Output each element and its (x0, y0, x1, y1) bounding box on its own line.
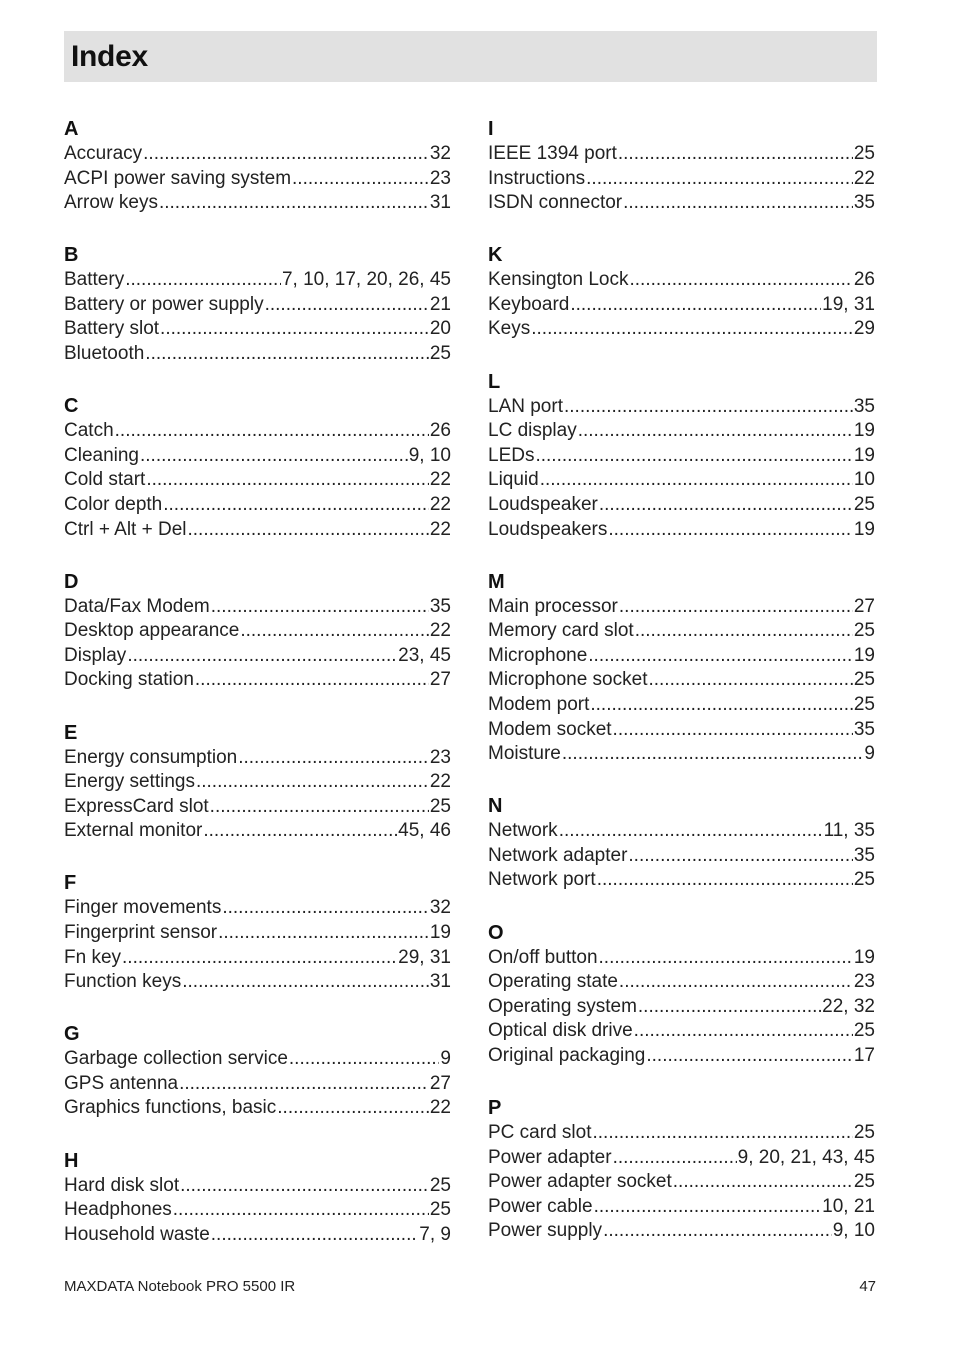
dot-leader (613, 718, 853, 743)
index-entry (488, 1146, 875, 1171)
entry-term: Household waste (64, 1223, 210, 1245)
entry-term: LEDs (488, 444, 535, 466)
entry-term: Cleaning (64, 444, 139, 466)
entry-term: Instructions (488, 167, 586, 189)
dot-leader (122, 946, 397, 971)
entry-term: Network (488, 820, 558, 842)
dot-leader (210, 795, 429, 820)
entry-term: Liquid (488, 469, 539, 491)
entry-pages: 22 (429, 771, 451, 793)
entry-pages: 7, 9 (419, 1223, 451, 1245)
index-entry (488, 644, 875, 669)
index-entry (64, 644, 451, 669)
entry-term: Kensington Lock (488, 269, 629, 291)
dot-leader (540, 468, 853, 493)
index-entry (488, 1121, 875, 1146)
entry-pages: 35 (853, 718, 875, 740)
index-section (64, 393, 451, 542)
index-entry (488, 1019, 875, 1044)
index-entry (488, 693, 875, 718)
title-bar (64, 31, 877, 82)
dot-leader (564, 395, 853, 420)
dot-leader (586, 167, 853, 192)
dot-leader (289, 1047, 440, 1072)
dot-leader (140, 444, 408, 469)
index-section (488, 569, 875, 767)
dot-leader (599, 946, 853, 971)
dot-leader (265, 293, 429, 318)
index-section (488, 369, 875, 543)
entry-pages: 35 (853, 192, 875, 214)
entry-term: Operating system (488, 995, 637, 1017)
entry-pages: 19, 31 (822, 293, 875, 315)
entry-pages: 32 (429, 143, 451, 164)
section-letter: A (64, 118, 79, 140)
dot-leader (628, 844, 852, 869)
section-letter: I (488, 118, 494, 140)
entry-pages: 25 (853, 869, 875, 891)
entry-pages: 25 (853, 620, 875, 642)
dot-leader (588, 644, 853, 669)
entry-term: LC display (488, 420, 577, 442)
index-section (488, 116, 875, 216)
index-entry (64, 619, 451, 644)
entry-term: Cold start (64, 469, 146, 491)
dot-leader (180, 1174, 429, 1199)
entry-pages: 23 (429, 167, 451, 189)
dot-leader (638, 995, 821, 1020)
entry-term: Hard disk slot (64, 1174, 180, 1196)
dot-leader (562, 742, 864, 767)
entry-pages: 31 (429, 192, 451, 214)
dot-leader (218, 921, 429, 946)
index-entry (488, 493, 875, 518)
dot-leader (646, 1044, 852, 1069)
entry-pages: 25 (853, 143, 875, 164)
entry-term: Microphone (488, 644, 588, 666)
section-letter: O (488, 921, 504, 944)
index-section (64, 116, 451, 216)
index-entry (64, 946, 451, 971)
section-letter: K (488, 244, 503, 267)
index-entry (488, 1195, 875, 1220)
dot-leader (159, 191, 429, 216)
entry-pages: 20 (429, 318, 451, 340)
entry-pages: 9 (864, 743, 875, 765)
entry-pages: 22 (853, 167, 875, 189)
index-entry (488, 268, 875, 293)
dot-leader (188, 518, 429, 543)
index-entry (488, 819, 875, 844)
dot-leader (203, 819, 397, 844)
entry-term: Optical disk drive (488, 1020, 633, 1042)
dot-leader (127, 644, 397, 669)
index-column-right (488, 116, 875, 1271)
entry-pages: 29, 31 (398, 946, 451, 968)
page-title: Index (71, 39, 148, 73)
section-letter: E (64, 721, 78, 744)
index-section (64, 1148, 451, 1248)
index-entry (64, 746, 451, 771)
dot-leader (125, 268, 281, 293)
index-entry (64, 1096, 451, 1121)
index-section (488, 242, 875, 342)
index-entry (64, 1223, 451, 1248)
entry-term: Loudspeaker (488, 493, 598, 515)
entry-pages: 22 (429, 1097, 451, 1119)
index-section (488, 793, 875, 893)
entry-pages: 25 (853, 1122, 875, 1144)
entry-pages: 29 (853, 318, 875, 340)
dot-leader (292, 167, 429, 192)
entry-pages: 25 (429, 795, 451, 817)
dot-leader (618, 142, 853, 167)
entry-pages: 21 (429, 293, 451, 315)
entry-pages: 25 (429, 343, 451, 365)
index-section (64, 569, 451, 693)
entry-term: GPS antenna (64, 1072, 179, 1094)
index-entry (64, 191, 451, 216)
entry-term: PC card slot (488, 1122, 592, 1144)
entry-pages: 31 (429, 971, 451, 993)
dot-leader (608, 518, 852, 543)
footer-page-number: 47 (859, 1278, 876, 1295)
entry-term: Color depth (64, 493, 163, 515)
entry-term: External monitor (64, 820, 203, 842)
index-entry (64, 342, 451, 367)
dot-leader (619, 970, 853, 995)
entry-term: Function keys (64, 971, 182, 993)
entry-pages: 25 (853, 1020, 875, 1042)
index-entry (64, 1174, 451, 1199)
index-section (488, 1095, 875, 1244)
entry-pages: 35 (853, 395, 875, 417)
index-section (488, 920, 875, 1069)
section-letter: N (488, 795, 503, 818)
index-entry (64, 896, 451, 921)
index-entry (488, 468, 875, 493)
entry-term: Ctrl + Alt + Del (64, 518, 187, 540)
entry-pages: 23, 45 (398, 644, 451, 666)
entry-pages: 9, 10 (832, 1220, 875, 1242)
index-entry (64, 668, 451, 693)
footer-product-name: MAXDATA Notebook PRO 5500 IR (64, 1278, 296, 1295)
dot-leader (535, 444, 852, 469)
dot-leader (623, 191, 853, 216)
entry-pages: 22 (429, 620, 451, 642)
entry-pages: 22 (429, 518, 451, 540)
index-entry (488, 518, 875, 543)
section-letter: F (64, 872, 77, 895)
index-entry (488, 668, 875, 693)
entry-pages: 19 (853, 946, 875, 968)
entry-term: Accuracy (64, 143, 143, 164)
entry-pages: 25 (853, 1171, 875, 1193)
section-letter: L (488, 370, 501, 393)
index-entry (64, 819, 451, 844)
entry-term: LAN port (488, 395, 563, 417)
entry-term: Bluetooth (64, 343, 145, 365)
index-entry (64, 970, 451, 995)
dot-leader (211, 595, 429, 620)
dot-leader (619, 595, 853, 620)
dot-leader (570, 293, 821, 318)
dot-leader (173, 1198, 429, 1223)
entry-term: Graphics functions, basic (64, 1097, 277, 1119)
index-entry (488, 595, 875, 620)
dot-leader (277, 1096, 429, 1121)
entry-pages: 35 (429, 595, 451, 617)
index-section (64, 1021, 451, 1121)
entry-term: Microphone socket (488, 669, 648, 691)
dot-leader (590, 693, 852, 718)
dot-leader (163, 493, 429, 518)
index-entry (488, 970, 875, 995)
dot-leader (597, 868, 853, 893)
dot-leader (145, 342, 429, 367)
dot-leader (599, 493, 853, 518)
dot-leader (578, 419, 853, 444)
index-entry (488, 1219, 875, 1244)
entry-pages: 19 (853, 518, 875, 540)
index-entry (488, 946, 875, 971)
entry-term: Moisture (488, 743, 561, 765)
entry-term: Main processor (488, 595, 618, 617)
dot-leader (630, 268, 853, 293)
dot-leader (222, 896, 429, 921)
entry-term: Arrow keys (64, 192, 158, 214)
entry-pages: 19 (853, 644, 875, 666)
index-entry (488, 718, 875, 743)
dot-leader (592, 1121, 852, 1146)
entry-term: Headphones (64, 1199, 172, 1221)
dot-leader (531, 317, 853, 342)
index-entry (64, 1072, 451, 1097)
index-entry (64, 142, 451, 167)
dot-leader (240, 619, 429, 644)
index-entry (64, 795, 451, 820)
entry-term: Docking station (64, 669, 194, 691)
entry-term: Modem port (488, 694, 590, 715)
index-section (64, 870, 451, 994)
entry-term: Desktop appearance (64, 620, 240, 642)
entry-pages: 22 (429, 469, 451, 491)
dot-leader (603, 1219, 832, 1244)
entry-term: Catch (64, 420, 114, 442)
dot-leader (634, 1019, 853, 1044)
section-letter: D (64, 570, 79, 593)
index-entry (64, 167, 451, 192)
dot-leader (143, 142, 429, 167)
index-entry (488, 619, 875, 644)
entry-pages: 26 (853, 269, 875, 291)
entry-term: Battery or power supply (64, 293, 264, 315)
index-entry (64, 1198, 451, 1223)
entry-pages: 19 (853, 444, 875, 466)
index-entry (64, 595, 451, 620)
dot-leader (211, 1223, 419, 1248)
entry-term: ExpressCard slot (64, 795, 209, 817)
index-entry (64, 317, 451, 342)
index-entry (488, 444, 875, 469)
entry-pages: 9, 20, 21, 43, 45 (737, 1146, 875, 1168)
index-entry (488, 419, 875, 444)
entry-term: Memory card slot (488, 620, 634, 642)
dot-leader (179, 1072, 429, 1097)
entry-term: On/off button (488, 946, 598, 968)
dot-leader (238, 746, 429, 771)
entry-term: Loudspeakers (488, 518, 608, 540)
entry-term: Keyboard (488, 293, 570, 315)
entry-pages: 25 (429, 1174, 451, 1196)
entry-term: Power adapter socket (488, 1171, 672, 1193)
entry-pages: 9, 10 (408, 444, 451, 466)
index-entry (64, 293, 451, 318)
entry-term: Operating state (488, 971, 618, 993)
index-entry (64, 921, 451, 946)
entry-pages: 10 (853, 469, 875, 491)
section-letter: C (64, 395, 79, 418)
section-letter: G (64, 1023, 80, 1046)
dot-leader (146, 468, 429, 493)
index-entry (488, 868, 875, 893)
dot-leader (182, 970, 429, 995)
entry-pages: 25 (853, 669, 875, 691)
index-entry (488, 142, 875, 167)
entry-term: Finger movements (64, 897, 222, 919)
entry-pages: 9 (440, 1048, 451, 1070)
entry-pages: 25 (853, 694, 875, 715)
entry-term: Data/Fax Modem (64, 595, 210, 617)
entry-pages: 27 (429, 669, 451, 691)
entry-pages: 19 (853, 420, 875, 442)
index-entry (488, 167, 875, 192)
index-column-left (64, 116, 451, 1274)
entry-pages: 32 (429, 897, 451, 919)
entry-pages: 26 (429, 420, 451, 442)
entry-term: Fn key (64, 946, 122, 968)
index-entry (64, 444, 451, 469)
index-entry (64, 770, 451, 795)
section-letter: P (488, 1097, 502, 1120)
index-entry (64, 493, 451, 518)
entry-pages: 19 (429, 921, 451, 943)
entry-pages: 7, 10, 17, 20, 26, 45 (281, 269, 451, 291)
section-letter: H (64, 1149, 79, 1172)
entry-term: Energy settings (64, 771, 195, 793)
entry-pages: 27 (853, 595, 875, 617)
entry-term: Garbage collection service (64, 1048, 288, 1070)
entry-pages: 23 (853, 971, 875, 993)
entry-term: Battery (64, 269, 125, 291)
dot-leader (115, 419, 429, 444)
index-entry (64, 268, 451, 293)
section-letter: B (64, 244, 79, 267)
entry-term: Power cable (488, 1195, 593, 1217)
entry-term: Fingerprint sensor (64, 921, 218, 943)
entry-pages: 11, 35 (823, 820, 875, 842)
entry-term: Power adapter (488, 1146, 612, 1168)
index-entry (64, 419, 451, 444)
entry-pages: 22, 32 (822, 995, 875, 1017)
index-entry (488, 293, 875, 318)
index-entry (488, 995, 875, 1020)
entry-term: Network adapter (488, 844, 628, 866)
dot-leader (559, 819, 823, 844)
entry-term: Energy consumption (64, 746, 238, 768)
index-entry (488, 191, 875, 216)
index-section (64, 720, 451, 844)
entry-term: IEEE 1394 port (488, 143, 617, 164)
entry-term: ACPI power saving system (64, 167, 292, 189)
dot-leader (648, 668, 852, 693)
entry-term: Keys (488, 318, 531, 340)
entry-pages: 17 (853, 1044, 875, 1066)
dot-leader (673, 1170, 853, 1195)
entry-pages: 25 (429, 1199, 451, 1221)
entry-term: ISDN connector (488, 192, 623, 214)
index-entry (488, 742, 875, 767)
entry-term: Display (64, 644, 127, 666)
index-entry (488, 317, 875, 342)
index-entry (488, 395, 875, 420)
section-letter: M (488, 570, 505, 593)
dot-leader (635, 619, 853, 644)
entry-pages: 25 (853, 493, 875, 515)
entry-pages: 35 (853, 844, 875, 866)
index-entry (488, 1170, 875, 1195)
dot-leader (594, 1195, 822, 1220)
entry-pages: 22 (429, 493, 451, 515)
entry-term: Modem socket (488, 718, 612, 740)
entry-pages: 10, 21 (822, 1195, 875, 1217)
dot-leader (613, 1146, 737, 1171)
dot-leader (196, 770, 429, 795)
entry-term: Original packaging (488, 1044, 646, 1066)
dot-leader (195, 668, 429, 693)
entry-term: Network port (488, 869, 596, 891)
entry-pages: 45, 46 (398, 820, 451, 842)
index-entry (64, 518, 451, 543)
entry-pages: 27 (429, 1072, 451, 1094)
entry-term: Battery slot (64, 318, 160, 340)
index-entry (64, 468, 451, 493)
index-section (64, 242, 451, 366)
dot-leader (160, 317, 429, 342)
index-entry (488, 1044, 875, 1069)
index-entry (488, 844, 875, 869)
entry-pages: 23 (429, 746, 451, 768)
entry-term: Power supply (488, 1220, 603, 1242)
index-entry (64, 1047, 451, 1072)
